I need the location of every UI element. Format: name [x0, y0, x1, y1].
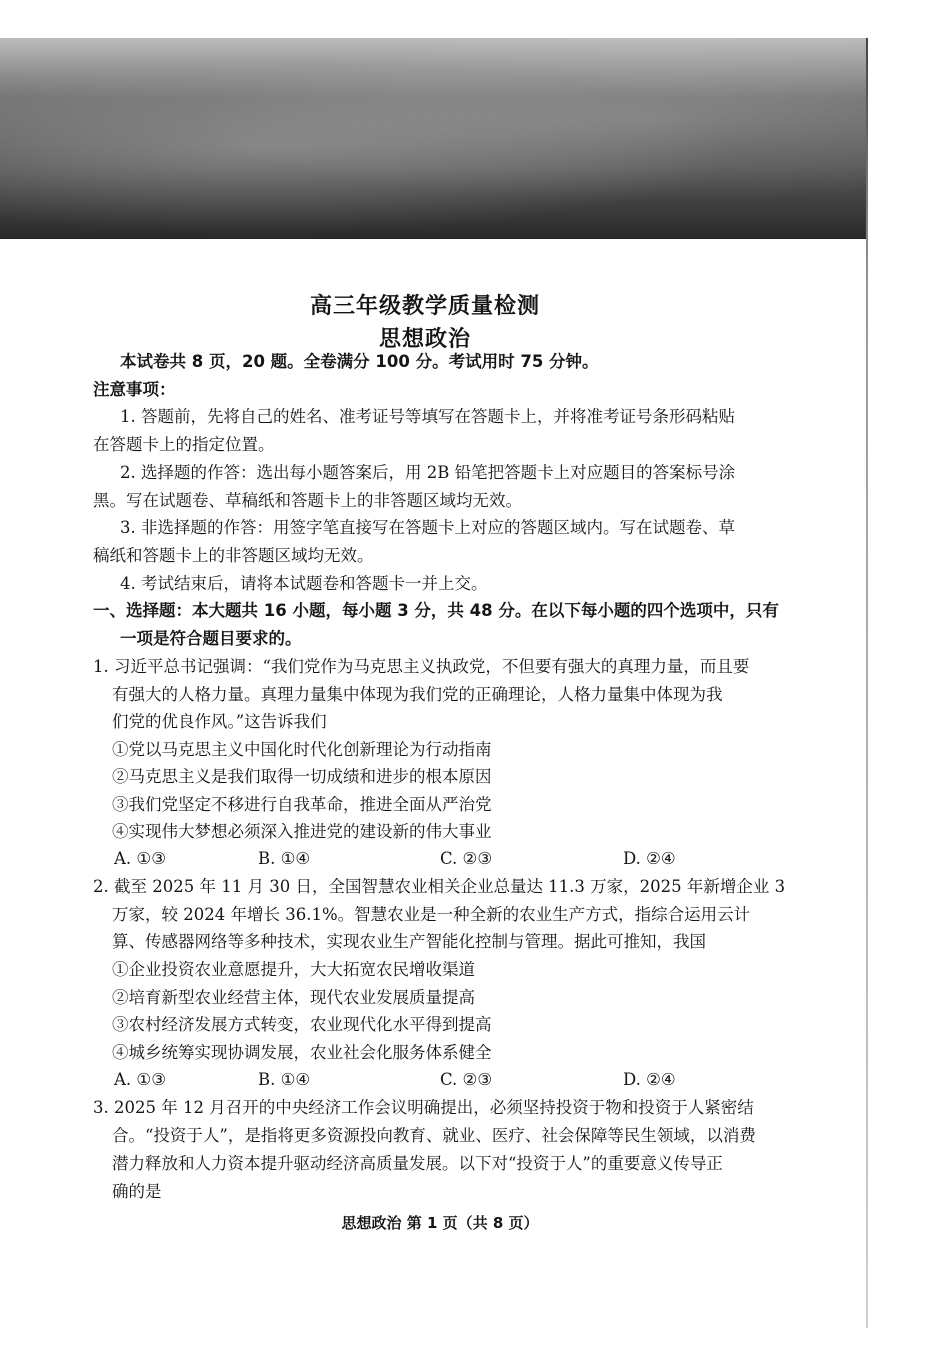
subject-title: 思想政治	[378, 327, 471, 352]
notice-line: 在答题卡上的指定位置。	[93, 435, 275, 454]
question-statement: ②培育新型农业经营主体，现代农业发展质量提高	[112, 988, 475, 1007]
question-stem: 合。“投资于人”，是指将更多资源投向教育、就业、医疗、社会保障等民生领域，以消费	[112, 1126, 756, 1145]
option-d[interactable]: D. ②④	[623, 1070, 676, 1089]
question-stem: 们党的优良作风。”这告诉我们	[112, 712, 327, 731]
section-heading-cont: 一项是符合题目要求的。	[120, 629, 302, 648]
question-stem: 1. 习近平总书记强调：“我们党作为马克思主义执政党，不但要有强大的真理力量，而且要	[93, 657, 750, 676]
option-a[interactable]: A. ①③	[114, 849, 166, 868]
notice-line: 4. 考试结束后，请将本试题卷和答题卡一并上交。	[120, 574, 488, 593]
question-statement: ③农村经济发展方式转变，农业现代化水平得到提高	[112, 1015, 492, 1034]
option-b[interactable]: B. ①④	[258, 849, 311, 868]
option-c[interactable]: C. ②③	[440, 1070, 493, 1089]
question-statement: ③我们党坚定不移进行自我革命，推进全面从严治党	[112, 795, 492, 814]
question-stem: 3. 2025 年 12 月召开的中央经济工作会议明确提出，必须坚持投资于物和投资于人紧密结	[93, 1098, 754, 1117]
question-statement: ②马克思主义是我们取得一切成绩和进步的根本原因	[112, 767, 492, 786]
exam-title: 高三年级教学质量检测	[309, 294, 540, 319]
notice-line: 1. 答题前，先将自己的姓名、准考证号等填写在答题卡上，并将准考证号条形码粘贴	[120, 407, 735, 426]
question-statement: ④城乡统筹实现协调发展，农业社会化服务体系健全	[112, 1043, 492, 1062]
exam-intro: 本试卷共 8 页，20 题。全卷满分 100 分。考试用时 75 分钟。	[120, 352, 599, 371]
question-statement: ①党以马克思主义中国化时代化创新理论为行动指南	[112, 740, 492, 759]
page-edge	[866, 38, 868, 1328]
question-stem: 2. 截至 2025 年 11 月 30 日，全国智慧农业相关企业总量达 11.3 万家，2025 年新增企业 3	[93, 877, 786, 896]
notice-line: 黑。写在试题卷、草稿纸和答题卡上的非答题区域均无效。	[93, 491, 522, 510]
scan-shadow	[0, 38, 868, 239]
option-c[interactable]: C. ②③	[440, 849, 493, 868]
notice-line: 稿纸和答题卡上的非答题区域均无效。	[93, 546, 374, 565]
page-footer: 思想政治 第 1 页（共 8 页）	[341, 1214, 539, 1232]
notice-heading: 注意事项：	[93, 380, 176, 399]
notice-line: 3. 非选择题的作答：用签字笔直接写在答题卡上对应的答题区域内。写在试题卷、草	[120, 518, 735, 537]
option-a[interactable]: A. ①③	[114, 1070, 166, 1089]
option-d[interactable]: D. ②④	[623, 849, 676, 868]
question-statement: ①企业投资农业意愿提升，大大拓宽农民增收渠道	[112, 960, 475, 979]
section-heading: 一、选择题：本大题共 16 小题，每小题 3 分，共 48 分。在以下每小题的四个选项中，只有	[93, 601, 779, 620]
question-statement: ④实现伟大梦想必须深入推进党的建设新的伟大事业	[112, 822, 492, 841]
question-stem: 确的是	[112, 1182, 162, 1201]
notice-line: 2. 选择题的作答：选出每小题答案后，用 2B 铅笔把答题卡上对应题目的答案标号涂	[120, 463, 736, 482]
option-b[interactable]: B. ①④	[258, 1070, 311, 1089]
question-stem: 有强大的人格力量。真理力量集中体现为我们党的正确理论，人格力量集中体现为我	[112, 685, 723, 704]
question-stem: 算、传感器网络等多种技术，实现农业生产智能化控制与管理。据此可推知，我国	[112, 932, 706, 951]
question-stem: 潜力释放和人力资本提升驱动经济高质量发展。以下对“投资于人”的重要意义传导正	[112, 1154, 723, 1173]
question-stem: 万家，较 2024 年增长 36.1%。智慧农业是一种全新的农业生产方式，指综合运用云计	[112, 905, 751, 924]
